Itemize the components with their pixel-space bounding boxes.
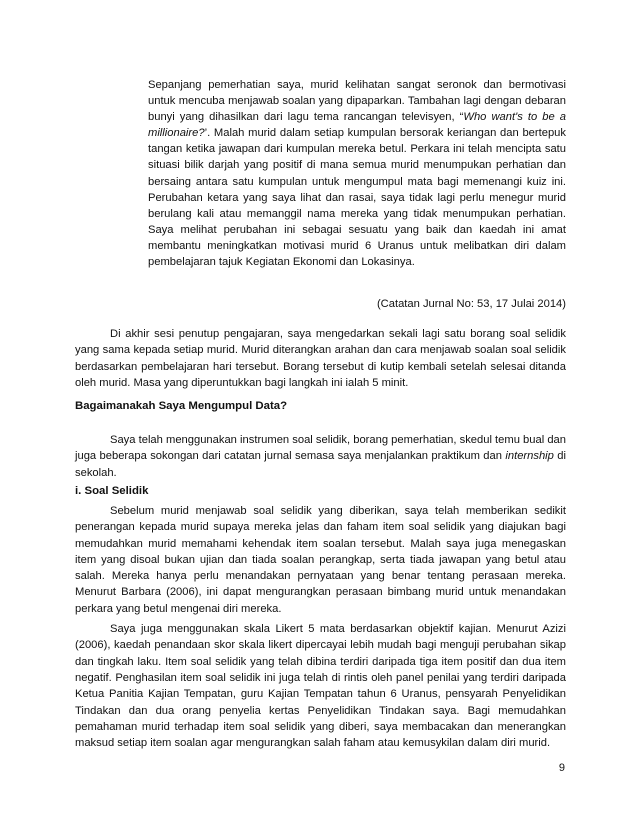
journal-quote bbox=[148, 77, 566, 270]
section-heading-data-collection: Bagaimanakah Saya Mengumpul Data? bbox=[75, 400, 288, 412]
instruments-paragraph-block bbox=[75, 432, 566, 481]
instruments-text-start: Saya telah menggunakan instrumen soal selidik, borang pemerhatian, skedul temu bual dan juga beberapa sokongan dari catatan jurnal semasa saya menjalankan praktikum dan bbox=[75, 434, 566, 463]
closing-paragraph: Di akhir sesi penutup pengajaran, saya mengedarkan sekali lagi satu borang soal selidik yang sama kepada setiap murid. Murid diterangkan arahan dan cara menjawab soalan soal selidik berdasarkan pembelajaran hari tersebut. Borang tersebut di kutip kembali setelah selesai ditanda oleh murid. Masa yang diperuntukkan bagi langkah ini ialah 5 minit. bbox=[75, 328, 566, 389]
page-number: 9 bbox=[558, 762, 565, 774]
quote-paragraph bbox=[148, 77, 566, 270]
quote-italic-title: Who want's to be a millionaire? bbox=[148, 111, 566, 140]
quote-text-start: Sepanjang pemerhatian saya, murid kelihatan sangat seronok dan bermotivasi untuk mencuba menjawab soalan yang dipaparkan. Tambahan lagi dengan debaran bunyi yang dihasilkan dari lagu tema rancangan televisyen, “ bbox=[148, 79, 566, 124]
section-heading-questionnaire: i. Soal Selidik bbox=[75, 485, 149, 497]
quote-text-end: ’. Malah murid dalam setiap kumpulan bersorak keriangan dan bertepuk tangan ketika jawapan dari kumpulan mereka betul. Perkara ini telah mencipta satu situasi bilik darjah yang positif di mana semua murid menumpukan perhatian dan bersaing antara satu kumpulan untuk mengumpul mata bagi memenangi kuiz ini. Perubahan ketara yang saya lihat dan rasai, saya tidak lagi perlu menegur murid berulang kali atau memanggil nama mereka yang tidak menumpukan perhatian. Saya melihat perubahan ini sebagai sesuatu yang baik dan kaedah ini amat membantu meningkatkan motivasi murid 6 Uranus untuk melibatkan diri dalam pembelajaran tajuk Kegiatan Ekonomi dan Lokasinya. bbox=[148, 127, 566, 269]
instruments-text-end: di sekolah. bbox=[75, 450, 566, 479]
questionnaire-paragraph-1: Sebelum murid menjawab soal selidik yang diberikan, saya telah memberikan sedikit penerangan kepada murid supaya mereka jelas dan faham item soal selidik yang diajukan bagi memudahkan murid memahami kehendak item soalan tersebut. Malah saya juga menegaskan item yang disoal bukan ujian dan tiada soalan perangkap, serta tiada jawapan yang betul atau salah. Mereka hanya perlu menandakan pernyataan yang benar tentang perasaan mereka. Menurut Barbara (2006), ini dapat mengurangkan perasaan bimbang murid untuk menandakan perkara yang betul mengenai diri mereka. bbox=[75, 505, 566, 615]
closing-paragraph-block bbox=[75, 326, 566, 391]
questionnaire-paragraphs bbox=[75, 503, 566, 751]
instruments-italic-term: internship bbox=[505, 450, 554, 463]
instruments-paragraph bbox=[75, 432, 566, 481]
questionnaire-paragraph-2: Saya juga menggunakan skala Likert 5 mata berdasarkan objektif kajian. Menurut Azizi (2006), kaedah penandaan skor skala likert dipercayai lebih mudah bagi menguji perubahan sikap dan tingkah laku. Item soal selidik yang telah dibina terdiri daripada tiga item positif dan dua item negatif. Penghasilan item soal selidik ini juga telah di rintis oleh panel penilai yang terdiri daripada Ketua Panitia Kajian Tempatan, guru Kajian Tempatan tahun 6 Uranus, pensyarah Penyelidikan Tindakan dan dua orang penyelia kertas Penyelidikan Tindakan saya. Bagi memudahkan pemahaman murid terhadap item soal selidik yang diberi, saya membacakan dan menerangkan maksud setiap item soalan agar mengurangkan salah faham atau kemusykilan dalam diri murid. bbox=[75, 623, 566, 750]
quote-citation: (Catatan Jurnal No: 53, 17 Julai 2014) bbox=[376, 298, 566, 310]
